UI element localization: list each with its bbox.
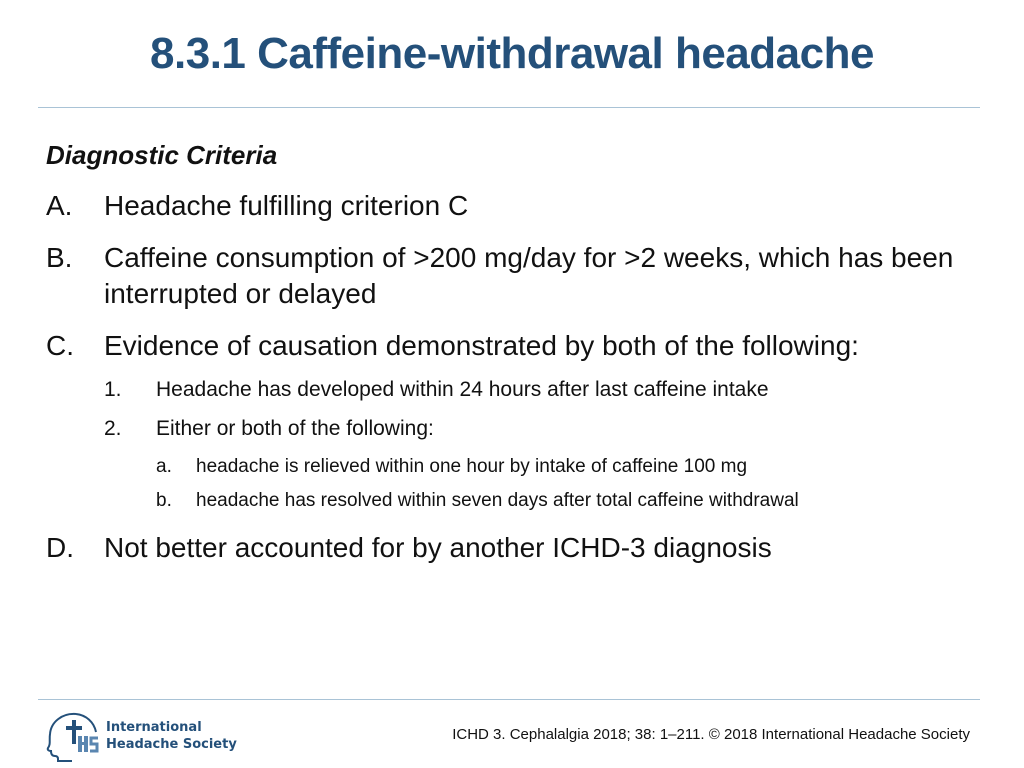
criteria-section (46, 138, 986, 566)
slide-title: 8.3.1 Caffeine-withdrawal headache (150, 29, 874, 78)
logo-line-2: Headache Society (106, 737, 237, 752)
subsubcriterion-letter: b. (156, 490, 172, 511)
footer-citation: ICHD 3. Cephalalgia 2018; 38: 1–211. © 2018 International Headache Society (452, 726, 970, 743)
criteria-heading: Diagnostic Criteria (46, 140, 278, 170)
criterion-text: Caffeine consumption of >200 mg/day for >2 weeks, which has been interrupted or delayed (104, 242, 954, 309)
footer-divider (38, 699, 980, 700)
criterion-letter: C. (46, 330, 74, 361)
criterion-a (46, 188, 986, 224)
subcriterion-text: Either or both of the following: (156, 417, 434, 440)
criterion-letter: D. (46, 532, 74, 563)
subsubcriterion-text: headache has resolved within seven days after total caffeine withdrawal (196, 490, 799, 511)
ihs-wordmark (106, 719, 237, 753)
subsubcriterion-letter: a. (156, 456, 172, 477)
title-divider (38, 107, 980, 108)
ihs-head-icon (42, 710, 100, 762)
criterion-c-1 (46, 376, 986, 404)
criterion-text: Evidence of causation demonstrated by both of the following: (104, 330, 859, 361)
criterion-c-2 (46, 415, 986, 443)
criterion-text: Not better accounted for by another ICHD-3 diagnosis (104, 532, 772, 563)
subsubcriterion-text: headache is relieved within one hour by intake of caffeine 100 mg (196, 456, 748, 477)
criterion-d (46, 530, 986, 566)
subcriterion-number: 1. (104, 378, 122, 401)
subcriterion-text: Headache has developed within 24 hours after last caffeine intake (156, 378, 769, 401)
criterion-b (46, 240, 986, 312)
subcriterion-number: 2. (104, 417, 122, 440)
criterion-letter: A. (46, 190, 73, 221)
criterion-c (46, 328, 986, 364)
ihs-logo (42, 710, 237, 762)
criterion-c-2-a (46, 454, 986, 480)
criterion-text: Headache fulfilling criterion C (104, 190, 469, 221)
criterion-letter: B. (46, 242, 73, 273)
criterion-c-2-b (46, 488, 986, 514)
logo-line-1: International (106, 720, 202, 735)
